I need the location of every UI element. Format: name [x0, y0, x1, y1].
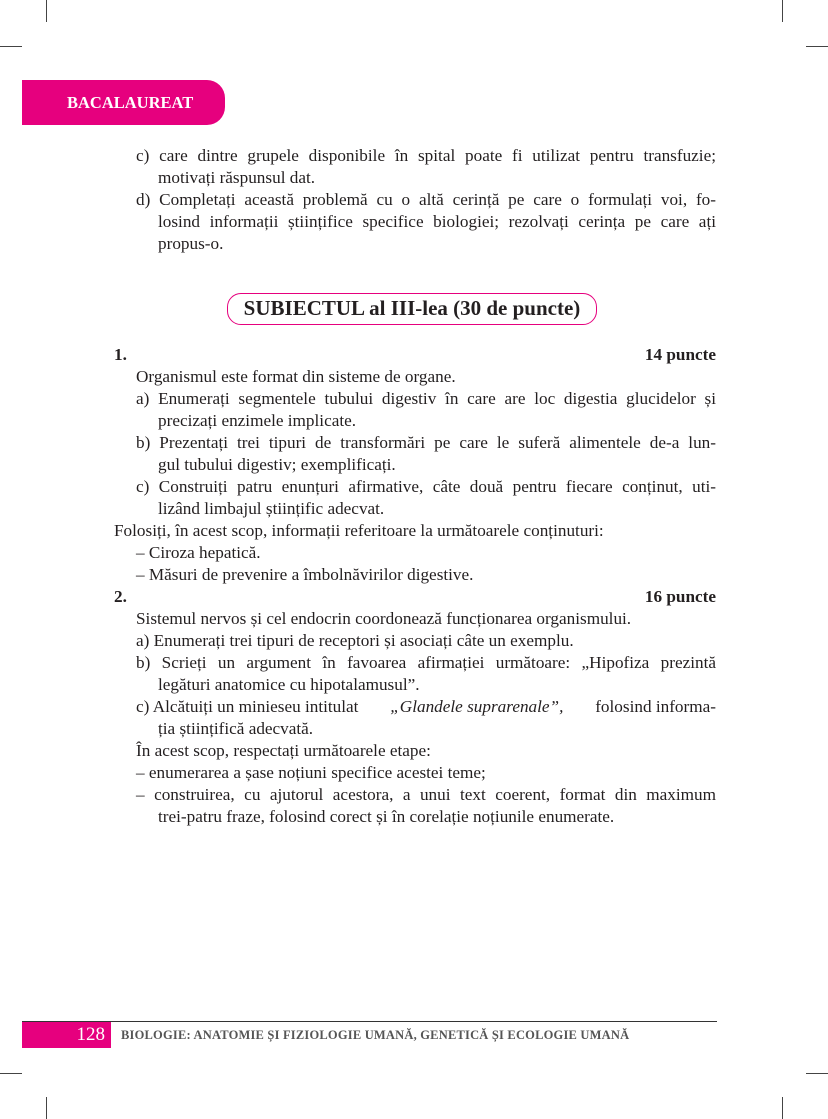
- question-line: Sistemul nervos și cel endocrin coordonează funcționarea organismului.: [136, 609, 632, 628]
- question-line: [136, 696, 716, 718]
- crop-mark: [782, 0, 783, 22]
- question-text: folosind informa-: [590, 697, 716, 716]
- crop-mark: [0, 1073, 22, 1074]
- intro-line: losind informații științifice specifice biologiei; rezolvați cerința pe care ați: [158, 212, 716, 231]
- book-title: BIOLOGIE: ANATOMIE ȘI FIZIOLOGIE UMANĂ, GENETICĂ ȘI ECOLOGIE UMANĂ: [121, 1028, 630, 1042]
- question-line: Organismul este format din sisteme de organe.: [136, 367, 456, 386]
- crop-mark: [46, 1097, 47, 1119]
- question-line: lizând limbajul științific adecvat.: [158, 499, 385, 518]
- question-number: 2.: [114, 587, 127, 606]
- question-line: ția științifică adecvată.: [158, 719, 314, 738]
- question-line: – Măsuri de prevenire a îmbolnăvirilor digestive.: [136, 565, 474, 584]
- question-line: Folosiți, în acest scop, informații referitoare la următoarele conținuturi:: [114, 521, 604, 540]
- bacalaureat-banner: BACALAUREAT: [22, 80, 225, 125]
- question-line: legături anatomice cu hipotalamusul”.: [158, 675, 420, 694]
- question-line: c) Construiți patru enunțuri afirmative, câte două pentru fiecare conținut, uti-: [136, 477, 716, 496]
- intro-line: propus-o.: [158, 234, 224, 253]
- question-line: gul tubului digestiv; exemplificați.: [158, 455, 396, 474]
- question-line: a) Enumerați trei tipuri de receptori și asociați câte un exemplu.: [136, 631, 574, 650]
- question-line: precizați enzimele implicate.: [158, 411, 357, 430]
- question-number: 1.: [114, 345, 127, 364]
- crop-mark: [46, 0, 47, 22]
- page-number: 128: [22, 1022, 111, 1048]
- crop-mark: [0, 46, 22, 47]
- question-line: trei-patru fraze, folosind corect și în corelație noțiunile enumerate.: [158, 807, 615, 826]
- question-points: 14 puncte: [644, 345, 716, 364]
- crop-mark: [806, 1073, 828, 1074]
- question-text: c) Alcătuiți un minieseu intitulat: [136, 697, 363, 716]
- intro-line: motivați răspunsul dat.: [158, 168, 316, 187]
- question-line: – Ciroza hepatică.: [136, 543, 261, 562]
- essay-title: „Glandele suprarenale”,: [390, 697, 564, 716]
- section-title: SUBIECTUL al III-lea (30 de puncte): [227, 293, 597, 325]
- question-points: 16 puncte: [644, 587, 716, 606]
- crop-mark: [806, 46, 828, 47]
- intro-line: d) Completați această problemă cu o altă cerință pe care o formulați voi, fo-: [136, 190, 716, 209]
- crop-mark: [782, 1097, 783, 1119]
- question-line: – enumerarea a șase noțiuni specifice acestei teme;: [136, 763, 486, 782]
- question-line: b) Scrieți un argument în favoarea afirmației următoare: „Hipofiza prezintă: [136, 653, 716, 672]
- question-line: În acest scop, respectați următoarele etape:: [136, 741, 431, 760]
- question-line: a) Enumerați segmentele tubului digestiv în care are loc digestia glucidelor și: [136, 389, 716, 408]
- question-line: b) Prezentați trei tipuri de transformări pe care le suferă alimentele de-a lun-: [136, 433, 716, 452]
- question-line: – construirea, cu ajutorul acestora, a unui text coerent, format din maximum: [136, 785, 716, 804]
- intro-line: c) care dintre grupele disponibile în spital poate fi utilizat pentru transfuzie;: [136, 146, 716, 165]
